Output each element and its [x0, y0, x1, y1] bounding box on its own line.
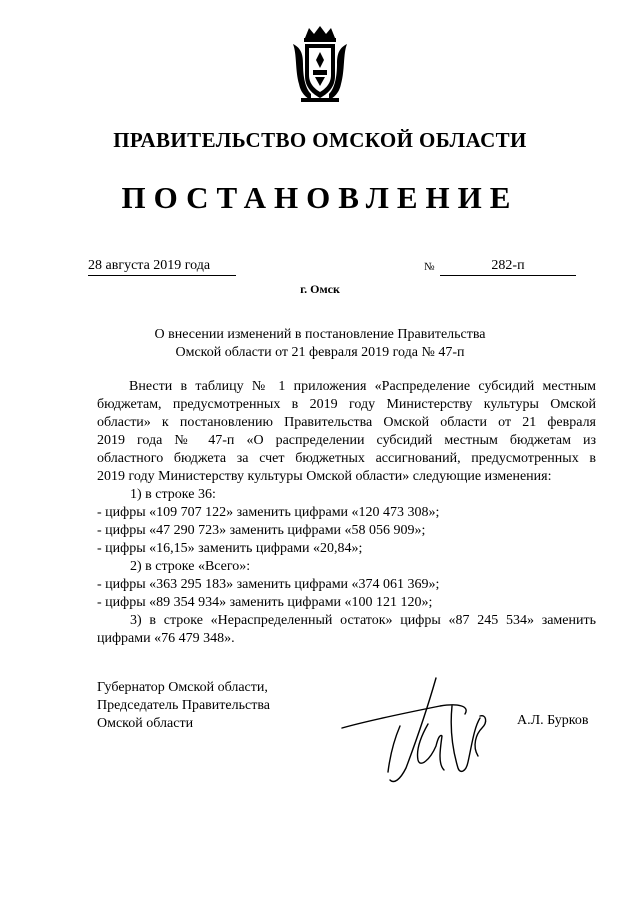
body-line: 2019 года № 47-п «О распределении субсидий местным бюджетам из — [97, 433, 596, 448]
document-body — [97, 378, 596, 648]
signer-position-line: Омской области — [97, 716, 194, 731]
signer-position-line: Губернатор Омской области, — [97, 680, 268, 695]
document-subject — [0, 326, 640, 362]
subject-line: Омской области от 21 февраля 2019 года № 47-п — [175, 345, 465, 360]
item-heading: 2) в строке «Всего»: — [130, 559, 251, 574]
number-label: № — [424, 261, 435, 273]
body-line: Внести в таблицу № 1 приложения «Распределение субсидий местным — [129, 379, 596, 394]
item-heading: 3) в строке «Нераспределенный остаток» цифры «87 245 534» заменить — [130, 613, 596, 628]
list-item: - цифры «109 707 122» заменить цифрами «120 473 308»; — [97, 505, 440, 520]
handwritten-signature — [340, 676, 510, 786]
list-item: - цифры «47 290 723» заменить цифрами «58 056 909»; — [97, 523, 426, 538]
document-number: 282-п — [440, 258, 576, 276]
list-item: - цифры «16,15» заменить цифрами «20,84»; — [97, 541, 363, 556]
government-title: ПРАВИТЕЛЬСТВО ОМСКОЙ ОБЛАСТИ — [113, 128, 527, 152]
subject-line: О внесении изменений в постановление Правительства — [154, 327, 486, 342]
list-item: - цифры «89 354 934» заменить цифрами «100 121 120»; — [97, 595, 433, 610]
body-line: областного бюджета за счет бюджетных ассигнований, предусмотренных в — [97, 451, 596, 466]
document-type-title: ПОСТАНОВЛЕНИЕ — [121, 180, 519, 215]
body-line: цифрами «76 479 348». — [97, 631, 235, 646]
signer-position — [97, 679, 270, 733]
city-name: г. Омск — [300, 282, 340, 296]
item-heading: 1) в строке 36: — [130, 487, 216, 502]
signer-position-line: Председатель Правительства — [97, 698, 270, 713]
body-line: 2019 году Министерству культуры Омской области» следующие изменения: — [97, 469, 552, 484]
document-date: 28 августа 2019 года — [88, 258, 236, 276]
signer-name: А.Л. Бурков — [517, 713, 589, 728]
body-line: бюджетам, предусмотренных в 2019 году Министерству культуры Омской — [97, 397, 596, 412]
body-line: области» к постановлению Правительства Омской области от 21 февраля — [97, 415, 596, 430]
list-item: - цифры «363 295 183» заменить цифрами «374 061 369»; — [97, 577, 440, 592]
coat-of-arms-icon — [291, 24, 349, 104]
